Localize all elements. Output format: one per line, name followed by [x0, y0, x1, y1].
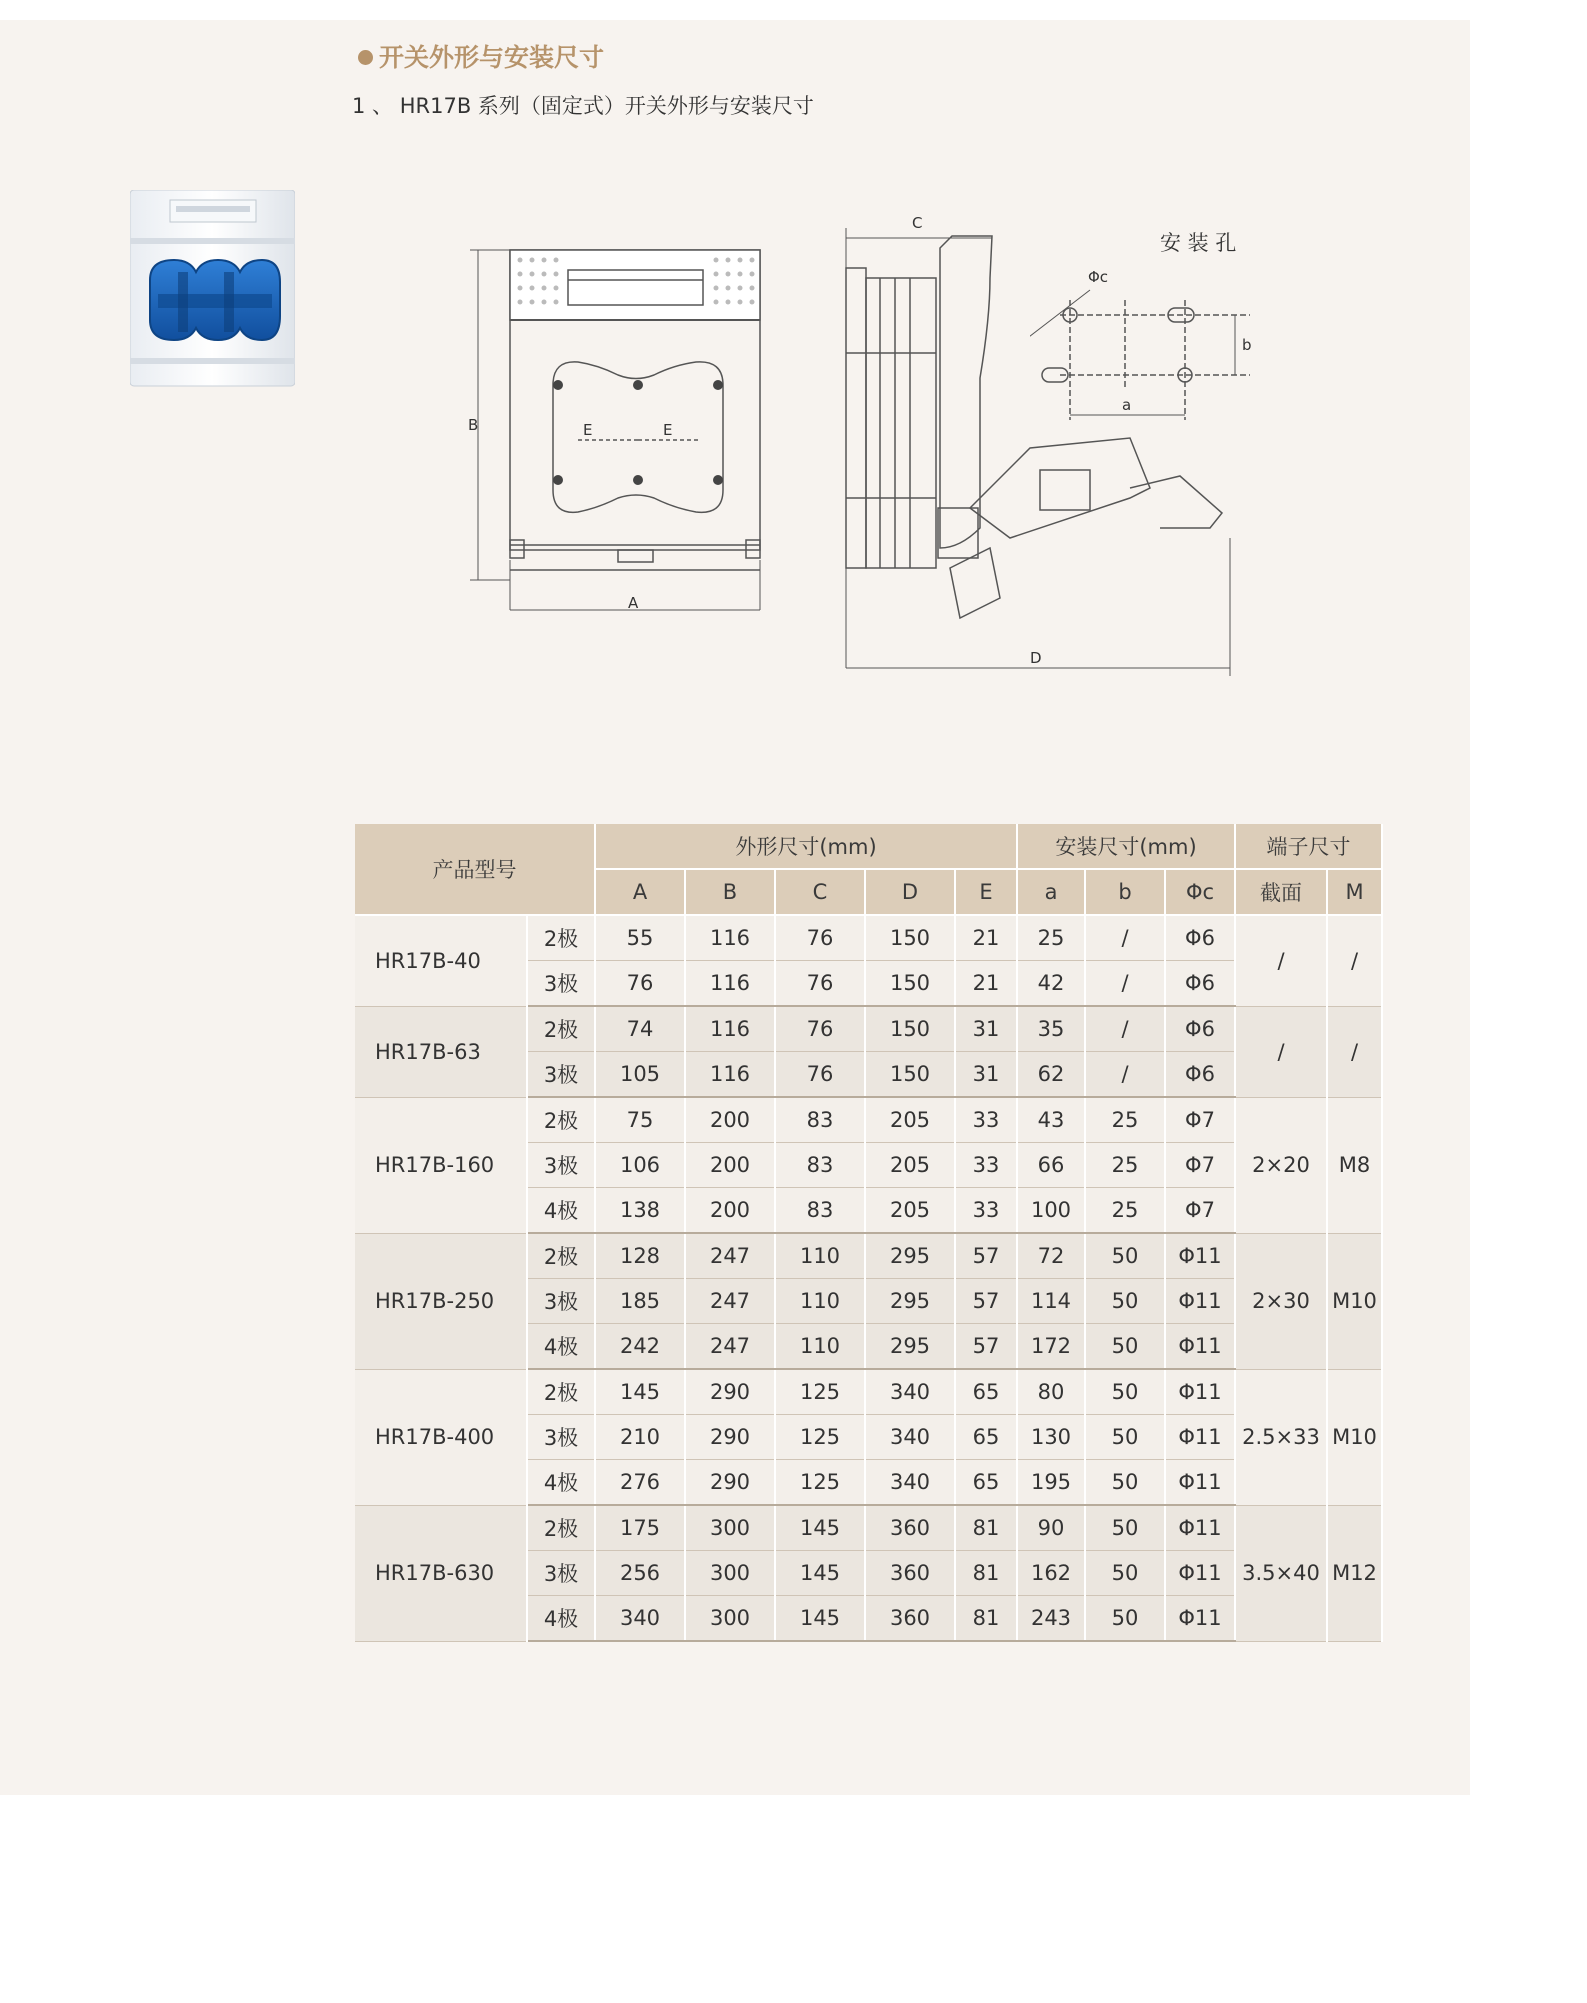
cell-a: 55 — [595, 915, 685, 961]
cell-b: 247 — [685, 1233, 775, 1279]
cell-d: 295 — [865, 1279, 955, 1324]
cell-b: 116 — [685, 1006, 775, 1052]
cell-a: 105 — [595, 1052, 685, 1098]
cell-a: 195 — [1017, 1460, 1085, 1506]
cell-d: 360 — [865, 1505, 955, 1551]
cell-b: 116 — [685, 961, 775, 1007]
header-col-m: M — [1327, 869, 1382, 915]
cell-b: 290 — [685, 1460, 775, 1506]
header-col-section: 截面 — [1235, 869, 1327, 915]
dim-label-D: D — [1030, 649, 1042, 667]
subtitle: 1 、 HR17B 系列（固定式）开关外形与安装尺寸 — [352, 94, 814, 118]
cell-a: 185 — [595, 1279, 685, 1324]
cell-b: 25 — [1085, 1097, 1165, 1143]
cell-d: 205 — [865, 1188, 955, 1234]
cell-a: 172 — [1017, 1324, 1085, 1370]
cell-b: 247 — [685, 1279, 775, 1324]
header-col-C: C — [775, 869, 865, 915]
cell-d: 340 — [865, 1460, 955, 1506]
cell-phi: Φ11 — [1165, 1505, 1235, 1551]
cell-phi: Φ6 — [1165, 1006, 1235, 1052]
terminal-section-cell: / — [1235, 1006, 1327, 1097]
front-view-drawing — [458, 240, 778, 640]
poles-cell: 4极 — [527, 1596, 595, 1642]
cell-a: 210 — [595, 1415, 685, 1460]
cell-d: 205 — [865, 1143, 955, 1188]
cell-b: 25 — [1085, 1143, 1165, 1188]
cell-b: 300 — [685, 1551, 775, 1596]
cell-b: 50 — [1085, 1369, 1165, 1415]
cell-a: 76 — [595, 961, 685, 1007]
dim-label-A: A — [628, 594, 639, 612]
table-row — [355, 1233, 1382, 1279]
terminal-m-cell: M10 — [1327, 1369, 1382, 1505]
cell-d: 150 — [865, 1006, 955, 1052]
terminal-section-cell: 2×20 — [1235, 1097, 1327, 1233]
header-col-a: a — [1017, 869, 1085, 915]
model-cell: HR17B-40 — [355, 915, 527, 1006]
terminal-m-cell: M8 — [1327, 1097, 1382, 1233]
cell-e: 21 — [955, 915, 1017, 961]
cell-phi: Φ11 — [1165, 1279, 1235, 1324]
cell-e: 31 — [955, 1052, 1017, 1098]
table-body — [355, 915, 1382, 1641]
cell-b: 50 — [1085, 1551, 1165, 1596]
cell-phi: Φ6 — [1165, 961, 1235, 1007]
table-row — [355, 1006, 1382, 1052]
specification-table — [355, 824, 1383, 1642]
poles-cell: 2极 — [527, 1233, 595, 1279]
table-row — [355, 915, 1382, 961]
cell-a: 90 — [1017, 1505, 1085, 1551]
cell-d: 295 — [865, 1324, 955, 1370]
cell-b: 50 — [1085, 1460, 1165, 1506]
dim-label-phi-c: Φc — [1088, 268, 1109, 286]
terminal-m-cell: M10 — [1327, 1233, 1382, 1369]
cell-b: 50 — [1085, 1505, 1165, 1551]
cell-b: 50 — [1085, 1415, 1165, 1460]
model-cell: HR17B-63 — [355, 1006, 527, 1097]
cell-b: 116 — [685, 915, 775, 961]
cell-b: 50 — [1085, 1596, 1165, 1642]
model-cell: HR17B-400 — [355, 1369, 527, 1505]
cell-c: 125 — [775, 1415, 865, 1460]
cell-a: 128 — [595, 1233, 685, 1279]
cell-phi: Φ11 — [1165, 1415, 1235, 1460]
cell-c: 145 — [775, 1551, 865, 1596]
cell-phi: Φ7 — [1165, 1188, 1235, 1234]
cell-a: 130 — [1017, 1415, 1085, 1460]
cell-a: 276 — [595, 1460, 685, 1506]
poles-cell: 3极 — [527, 1551, 595, 1596]
cell-a: 62 — [1017, 1052, 1085, 1098]
terminal-section-cell: 2.5×33 — [1235, 1369, 1327, 1505]
cell-b: 50 — [1085, 1279, 1165, 1324]
cell-e: 33 — [955, 1188, 1017, 1234]
poles-cell: 2极 — [527, 1505, 595, 1551]
terminal-section-cell: 3.5×40 — [1235, 1505, 1327, 1641]
cell-c: 110 — [775, 1279, 865, 1324]
terminal-section-cell: 2×30 — [1235, 1233, 1327, 1369]
cell-a: 43 — [1017, 1097, 1085, 1143]
cell-phi: Φ11 — [1165, 1460, 1235, 1506]
cell-a: 100 — [1017, 1188, 1085, 1234]
cell-a: 75 — [595, 1097, 685, 1143]
terminal-m-cell: M12 — [1327, 1505, 1382, 1641]
cell-b: 116 — [685, 1052, 775, 1098]
cell-a: 25 — [1017, 915, 1085, 961]
cell-d: 150 — [865, 1052, 955, 1098]
poles-cell: 2极 — [527, 915, 595, 961]
product-photo — [130, 190, 295, 390]
dim-label-C: C — [912, 214, 923, 232]
cell-b: 300 — [685, 1596, 775, 1642]
poles-cell: 3极 — [527, 1415, 595, 1460]
cell-b: / — [1085, 1052, 1165, 1098]
cell-c: 110 — [775, 1324, 865, 1370]
cell-c: 76 — [775, 1006, 865, 1052]
cell-d: 205 — [865, 1097, 955, 1143]
header-col-B: B — [685, 869, 775, 915]
cell-b: 300 — [685, 1505, 775, 1551]
cell-e: 57 — [955, 1279, 1017, 1324]
header-col-A: A — [595, 869, 685, 915]
poles-cell: 3极 — [527, 1143, 595, 1188]
cell-phi: Φ11 — [1165, 1233, 1235, 1279]
poles-cell: 3极 — [527, 961, 595, 1007]
cell-a: 243 — [1017, 1596, 1085, 1642]
model-cell: HR17B-250 — [355, 1233, 527, 1369]
cell-d: 360 — [865, 1596, 955, 1642]
cell-e: 81 — [955, 1596, 1017, 1642]
dim-label-B: B — [468, 416, 479, 434]
model-cell: HR17B-630 — [355, 1505, 527, 1641]
cell-c: 76 — [775, 915, 865, 961]
cell-d: 360 — [865, 1551, 955, 1596]
cell-a: 106 — [595, 1143, 685, 1188]
dim-label-E2: E — [663, 421, 673, 439]
cell-a: 138 — [595, 1188, 685, 1234]
table-row — [355, 1369, 1382, 1415]
cell-e: 57 — [955, 1233, 1017, 1279]
cell-b: 200 — [685, 1097, 775, 1143]
poles-cell: 2极 — [527, 1006, 595, 1052]
cell-e: 57 — [955, 1324, 1017, 1370]
cell-phi: Φ11 — [1165, 1369, 1235, 1415]
cell-a: 256 — [595, 1551, 685, 1596]
cell-a: 145 — [595, 1369, 685, 1415]
cell-phi: Φ6 — [1165, 915, 1235, 961]
header-col-D: D — [865, 869, 955, 915]
cell-phi: Φ6 — [1165, 1052, 1235, 1098]
cell-e: 65 — [955, 1415, 1017, 1460]
cell-d: 150 — [865, 915, 955, 961]
terminal-m-cell: / — [1327, 915, 1382, 1006]
header-col-phi: Φc — [1165, 869, 1235, 915]
cell-a: 74 — [595, 1006, 685, 1052]
cell-c: 145 — [775, 1505, 865, 1551]
cell-a: 42 — [1017, 961, 1085, 1007]
cell-a: 340 — [595, 1596, 685, 1642]
mounting-hole-title: 安 装 孔 — [1160, 231, 1237, 255]
cell-c: 83 — [775, 1097, 865, 1143]
header-col-b: b — [1085, 869, 1165, 915]
cell-b: 25 — [1085, 1188, 1165, 1234]
cell-phi: Φ11 — [1165, 1596, 1235, 1642]
terminal-section-cell: / — [1235, 915, 1327, 1006]
cell-d: 150 — [865, 961, 955, 1007]
cell-b: 290 — [685, 1369, 775, 1415]
cell-c: 83 — [775, 1143, 865, 1188]
poles-cell: 4极 — [527, 1188, 595, 1234]
cell-b: 200 — [685, 1143, 775, 1188]
cell-d: 295 — [865, 1233, 955, 1279]
cell-b: 200 — [685, 1188, 775, 1234]
cell-c: 125 — [775, 1460, 865, 1506]
cell-c: 83 — [775, 1188, 865, 1234]
cell-c: 125 — [775, 1369, 865, 1415]
cell-phi: Φ11 — [1165, 1551, 1235, 1596]
table-row — [355, 1505, 1382, 1551]
dim-label-E1: E — [583, 421, 593, 439]
poles-cell: 3极 — [527, 1279, 595, 1324]
cell-phi: Φ7 — [1165, 1143, 1235, 1188]
cell-c: 76 — [775, 1052, 865, 1098]
poles-cell: 3极 — [527, 1052, 595, 1098]
cell-c: 76 — [775, 961, 865, 1007]
cell-e: 65 — [955, 1369, 1017, 1415]
cell-a: 242 — [595, 1324, 685, 1370]
cell-phi: Φ7 — [1165, 1097, 1235, 1143]
cell-b: 50 — [1085, 1324, 1165, 1370]
cell-b: / — [1085, 961, 1165, 1007]
cell-d: 340 — [865, 1415, 955, 1460]
cell-e: 81 — [955, 1505, 1017, 1551]
cell-c: 110 — [775, 1233, 865, 1279]
cell-phi: Φ11 — [1165, 1324, 1235, 1370]
header-mounting: 安装尺寸(mm) — [1017, 824, 1235, 869]
cell-a: 114 — [1017, 1279, 1085, 1324]
cell-a: 35 — [1017, 1006, 1085, 1052]
cell-e: 33 — [955, 1143, 1017, 1188]
dim-label-a: a — [1122, 396, 1132, 414]
header-model: 产品型号 — [355, 824, 595, 915]
table-row — [355, 1097, 1382, 1143]
cell-b: / — [1085, 1006, 1165, 1052]
poles-cell: 4极 — [527, 1324, 595, 1370]
poles-cell: 2极 — [527, 1097, 595, 1143]
cell-c: 145 — [775, 1596, 865, 1642]
model-cell: HR17B-160 — [355, 1097, 527, 1233]
cell-e: 81 — [955, 1551, 1017, 1596]
cell-b: 50 — [1085, 1233, 1165, 1279]
cell-e: 65 — [955, 1460, 1017, 1506]
header-outline: 外形尺寸(mm) — [595, 824, 1017, 869]
mounting-hole-drawing — [1030, 220, 1270, 450]
dim-label-b: b — [1242, 336, 1252, 354]
cell-a: 175 — [595, 1505, 685, 1551]
cell-b: / — [1085, 915, 1165, 961]
cell-e: 33 — [955, 1097, 1017, 1143]
cell-a: 80 — [1017, 1369, 1085, 1415]
cell-b: 247 — [685, 1324, 775, 1370]
cell-e: 31 — [955, 1006, 1017, 1052]
poles-cell: 4极 — [527, 1460, 595, 1506]
cell-e: 21 — [955, 961, 1017, 1007]
cell-a: 162 — [1017, 1551, 1085, 1596]
bullet-dot-icon — [358, 50, 373, 65]
header-col-E: E — [955, 869, 1017, 915]
terminal-m-cell: / — [1327, 1006, 1382, 1097]
section-heading: 开关外形与安装尺寸 — [358, 38, 604, 74]
cell-a: 72 — [1017, 1233, 1085, 1279]
poles-cell: 2极 — [527, 1369, 595, 1415]
cell-b: 290 — [685, 1415, 775, 1460]
cell-a: 66 — [1017, 1143, 1085, 1188]
cell-d: 340 — [865, 1369, 955, 1415]
header-terminal: 端子尺寸 — [1235, 824, 1382, 869]
